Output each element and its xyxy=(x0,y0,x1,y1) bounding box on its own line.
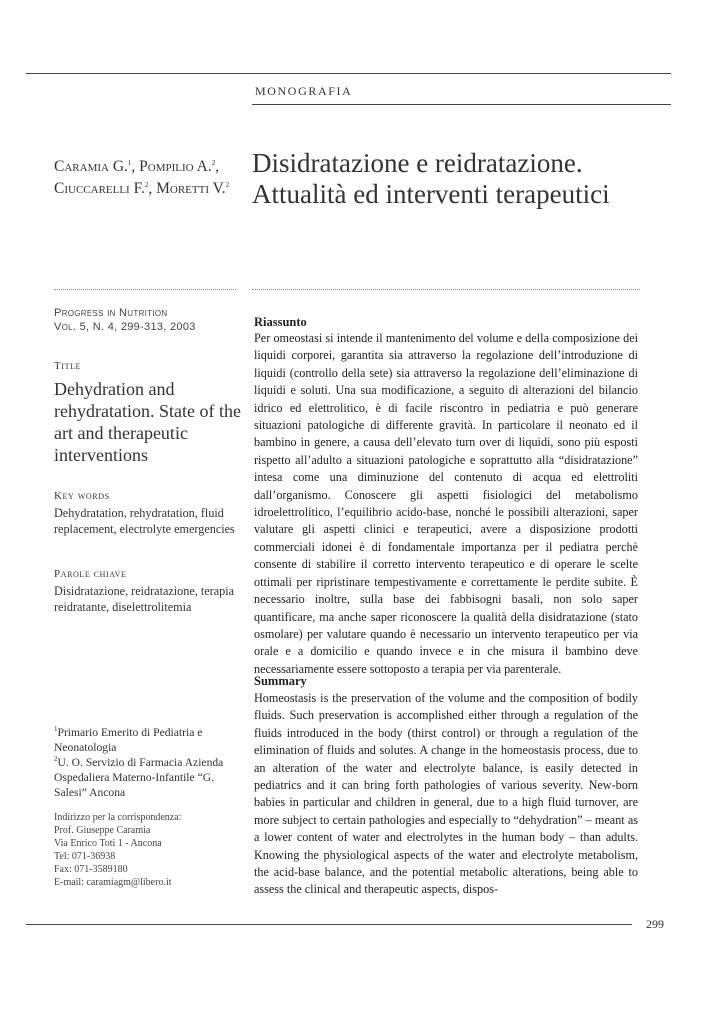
footer-rule xyxy=(26,924,632,925)
corr-fax: Fax: 071-3589180 xyxy=(54,864,128,875)
authors-line-2: Ciuccarelli F.$^2$, Moretti V.$^2$ xyxy=(54,180,230,197)
affiliation-2-text: U. O. Servizio di Farmacia Azienda Ospedaliera Materno-Infantile “G. Salesi” Ancona xyxy=(54,756,224,799)
corr-name: Prof. Giuseppe Caramia xyxy=(54,825,151,836)
corr-label: Indirizzo per la corrispondenza: xyxy=(54,812,182,823)
section-rule xyxy=(252,104,671,105)
corr-email: E-mail: caramiagm@libero.it xyxy=(54,877,172,888)
top-rule xyxy=(26,73,671,74)
left-separator xyxy=(54,289,236,290)
journal-volume: Vol. 5, N. 4, 299-313, 2003 xyxy=(54,321,196,333)
title-line-1: Disidratazione e reidratazione. xyxy=(252,148,583,178)
keywords-label: Key words xyxy=(54,490,110,502)
parole-chiave-text: Disidratazione, reidratazione, terapia reidratante, diselettrolitemia xyxy=(54,584,235,614)
journal-info xyxy=(54,306,244,334)
parole-chiave-label: Parole chiave xyxy=(54,568,127,580)
correspondence xyxy=(54,811,244,889)
authors-line-1: Caramia G.$^1$, Pompilio A.$^2$, xyxy=(54,158,220,175)
corr-tel: Tel: 071-36938 xyxy=(54,851,116,862)
affiliation-1: $^1$Primario Emerito di Pediatria e Neonatologia xyxy=(54,725,203,754)
riassunto-text: Per omeostasi si intende il mantenimento del volume e della composizione dei liquidi corporei, garantita sia attraverso la regolazione dell’introduzione di liquidi (controllo della sete) sia attraverso la regolazione dell’eliminazione di liquidi e soluti. Una sua modificazione, a seguito di alterazioni del bilancio idrico ed elettrolitico, è di facile riscontro in pediatria e può generare situazioni patologiche di differente gravità. In particolare il neonato ed il bambino in genere, a causa dell’elevato turn over di liquidi, sono più esposti rispetto all’adulto a situazioni patologiche e soprattutto alla “disidratazione” intesa come una diminuzione del contenuto di acqua ed elettroliti dall’organismo. Conoscere gli aspetti fisiologici del metabolismo idroelettrolitico, l’equilibrio acido-base, nonché le possibili alterazioni, saper valutare gli aspetti clinici e terapeutici, avere a disposizione prodotti commerciali idonei è di fondamentale importanza per il pediatra perchè consente di stabilire il corretto intervento terapeutico e di operare le scelte ottimali per ripristinare tempestivamente e correttamente le perdite subite. È necessario inoltre, sulla base dei fabbisogni basali, non solo saper quantificare, ma anche saper riconoscere la qualità della disidratazione (stato osmolare) per valutare quando è necessario un intervento terapeutico per via orale e a domicilio e quando invece e in che misura il bambino deve necessariamente essere sottoposto a terapia per via parenterale. xyxy=(254,331,638,676)
keywords-text: Dehydratation, rehydratation, fluid replacement, electrolyte emergencies xyxy=(54,506,235,536)
journal-name: Progress in Nutrition xyxy=(54,307,168,319)
article-title xyxy=(252,148,672,210)
page-number: 299 xyxy=(646,917,664,931)
affiliation-2: $^2$U. O. Servizio di Farmacia Azienda Ospedaliera Materno-Infantile “G. Salesi” Ancona xyxy=(54,755,224,799)
corr-address: Via Enrico Toti 1 - Ancona xyxy=(54,838,162,849)
summary-text: Homeostasis is the preservation of the volume and the composition of bodily fluids. Such preservation is accomplished either through a regulation of the fluids introduced in the body (thirst control) or through a regulation of the elimination of fluids and solutes. A change in the homeostasis process, due to an alteration of the water and electrolyte balance, is easily detected in pediatrics and it can bring forth pathologies of various severity. New-born babies in particular and children in general, due to a high fluid turnover, are more subject to certain pathologies and especially to “dehydration” – meant as a lower content of water and electrolytes in the human body – than adults. Knowing the physiological aspects of the water and electrolyte metabolism, the acid-base balance, and the potential metabolic alterations, being able to assess the clinical and therapeutic aspects, dispos- xyxy=(254,691,638,897)
authors xyxy=(54,156,244,200)
title-line-2: Attualità ed interventi terapeutici xyxy=(252,179,610,209)
title-label: Title xyxy=(54,360,82,372)
section-label: MONOGRAFIA xyxy=(255,84,353,98)
english-title: Dehydration and rehydratation. State of the art and therapeutic interventions xyxy=(54,379,241,465)
riassunto-heading: Riassunto xyxy=(254,315,307,329)
affiliation-1-text: Primario Emerito di Pediatria e Neonatologia xyxy=(54,726,203,754)
summary-heading: Summary xyxy=(254,674,307,688)
affiliations xyxy=(54,725,234,800)
right-separator xyxy=(252,289,640,290)
